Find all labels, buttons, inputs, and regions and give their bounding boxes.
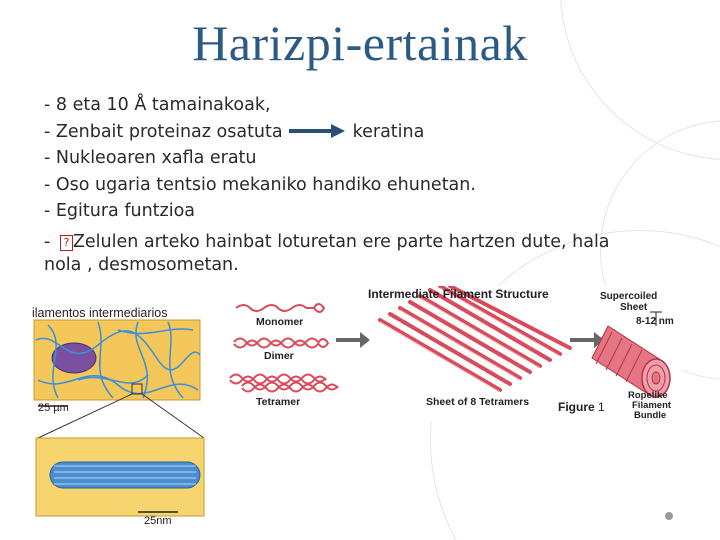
figure-filament-structure (228, 286, 682, 422)
bullet-text: - Nukleoaren xafla eratu (44, 148, 257, 168)
bullet-text: Zelulen arteko hainbat loturetan ere parte hartzen dute, hala (72, 231, 610, 252)
bullet-text: - Oso ugaria tentsio mekaniko handiko ehunetan. (44, 174, 476, 195)
bullet-text: - Egitura funtzioa (44, 201, 196, 221)
decorative-dot (665, 512, 673, 520)
bullet-item (44, 92, 684, 119)
label-sheet: Sheet of 8 Tetramers (426, 396, 530, 408)
label-sheet-word: Sheet (620, 302, 648, 313)
label-bundle: Bundle (634, 410, 667, 421)
figure-title: Intermediate Filament Structure (368, 287, 549, 301)
figure-label-word: Figure (558, 400, 595, 414)
bullet-text: - Zenbait proteinaz osatuta (44, 121, 283, 142)
figure-cell-filaments (28, 300, 208, 540)
bullet-item (44, 198, 684, 225)
scale-label-bottom: 25nm (144, 515, 172, 527)
right-arrow-icon (289, 124, 345, 138)
bullet-dash: - (44, 231, 56, 252)
scale-label-top: 25 µm (38, 402, 69, 414)
label-monomer: Monomer (256, 316, 304, 328)
bullet-item (44, 172, 684, 199)
figure-caption: ilamentos intermediarios (32, 306, 168, 320)
bullet-list (44, 92, 684, 277)
bullet-item (44, 145, 684, 172)
figure-number: 1 (598, 400, 605, 414)
label-figure (558, 400, 605, 414)
missing-glyph-icon: ? (60, 235, 73, 251)
label-supercoiled: Supercoiled (600, 291, 658, 302)
bullet-item (44, 231, 684, 277)
label-size: 8-12 nm (636, 316, 674, 327)
slide-title: Harizpi-ertainak (192, 15, 528, 71)
label-dimer: Dimer (264, 350, 294, 362)
label-ropelike: Ropelike (628, 390, 668, 401)
label-filament: Filament (632, 400, 672, 411)
label-tetramer: Tetramer (256, 396, 301, 408)
bullet-item (44, 119, 684, 146)
bullet-text: nola , desmosometan. (44, 254, 239, 275)
bullet-text: - 8 eta 10 Å tamainakoak, (44, 95, 271, 115)
bullet-text-keratin: keratina (352, 121, 425, 142)
cell-illustration (28, 300, 208, 540)
